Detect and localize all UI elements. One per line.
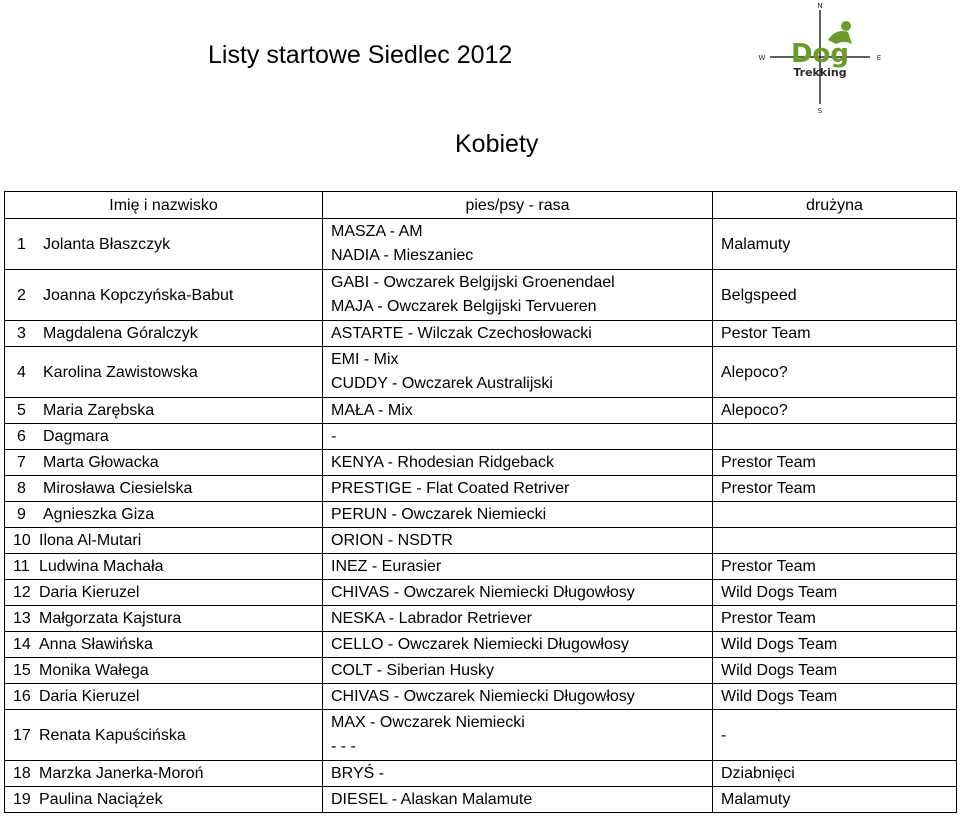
competitor-cell xyxy=(5,321,323,347)
competitor-name: Jolanta Błaszczyk xyxy=(43,235,171,253)
dogs-cell xyxy=(323,684,713,710)
team-cell: Prestor Team xyxy=(713,606,957,632)
dog-entry: ASTARTE - Wilczak Czechosłowacki xyxy=(331,325,592,342)
table-row xyxy=(5,450,957,476)
start-list-table xyxy=(4,191,957,813)
page-title: Listy startowe Siedlec 2012 xyxy=(208,41,513,69)
competitor-cell xyxy=(5,710,323,761)
dog-entry: INEZ - Eurasier xyxy=(331,558,442,575)
dog-entry: MAX - Owczarek Niemiecki xyxy=(331,714,525,731)
dog-entry: - xyxy=(331,428,337,445)
team-cell: Wild Dogs Team xyxy=(713,684,957,710)
competitor-name: Renata Kapuścińska xyxy=(39,726,186,744)
competitor-name: Małgorzata Kajstura xyxy=(39,610,182,627)
dogs-cell xyxy=(323,658,713,684)
dogs-cell xyxy=(323,424,713,450)
competitor-name: Anna Sławińska xyxy=(39,636,153,653)
table-row xyxy=(5,502,957,528)
dog-entry: CHIVAS - Owczarek Niemiecki Długowłosy xyxy=(331,688,635,705)
table-header-row xyxy=(5,192,957,219)
dog-entry: MAŁA - Mix xyxy=(331,402,413,419)
start-number: 6 xyxy=(17,428,26,445)
logo-text-dog: Dog xyxy=(790,39,850,69)
team-cell: Prestor Team xyxy=(713,476,957,502)
team-cell xyxy=(713,502,957,528)
table-row xyxy=(5,554,957,580)
competitor-name: Daria Kieruzel xyxy=(39,584,140,601)
table-row xyxy=(5,632,957,658)
dog-entry: MASZA - AM xyxy=(331,223,423,240)
start-number: 12 xyxy=(13,584,31,601)
dog-entry: MAJA - Owczarek Belgijski Tervueren xyxy=(331,298,597,315)
dog-trekking-logo xyxy=(756,0,884,118)
start-number: 2 xyxy=(17,286,26,304)
table-body xyxy=(5,219,957,813)
compass-s: S xyxy=(817,107,823,115)
dog-entry: PRESTIGE - Flat Coated Retriver xyxy=(331,480,570,497)
dogs-cell xyxy=(323,761,713,787)
start-number: 5 xyxy=(17,402,26,419)
column-header-team: drużyna xyxy=(713,192,957,219)
start-number: 17 xyxy=(13,726,31,744)
team-cell: Wild Dogs Team xyxy=(713,658,957,684)
competitor-cell xyxy=(5,476,323,502)
dogs-cell xyxy=(323,606,713,632)
dogs-cell xyxy=(323,502,713,528)
competitor-name: Daria Kieruzel xyxy=(39,688,140,705)
dog-entry: DIESEL - Alaskan Malamute xyxy=(331,791,533,808)
dog-entry: EMI - Mix xyxy=(331,351,399,368)
team-cell: Pestor Team xyxy=(713,321,957,347)
start-number: 19 xyxy=(13,791,31,808)
table-row xyxy=(5,528,957,554)
competitor-name: Karolina Zawistowska xyxy=(43,363,198,381)
compass-n: N xyxy=(817,2,823,10)
table-row xyxy=(5,398,957,424)
competitor-name: Mirosława Ciesielska xyxy=(43,480,193,497)
column-header-name: Imię i nazwisko xyxy=(5,192,323,219)
competitor-cell xyxy=(5,658,323,684)
start-number: 7 xyxy=(17,454,26,471)
competitor-cell xyxy=(5,787,323,813)
competitor-cell xyxy=(5,270,323,321)
table-row xyxy=(5,658,957,684)
dog-head-icon xyxy=(841,21,851,31)
start-number: 13 xyxy=(13,610,31,627)
competitor-cell xyxy=(5,219,323,270)
competitor-name: Ilona Al-Mutari xyxy=(39,532,142,549)
dog-entry: PERUN - Owczarek Niemiecki xyxy=(331,506,547,523)
dogs-cell xyxy=(323,476,713,502)
table-row xyxy=(5,787,957,813)
dogs-cell xyxy=(323,219,713,270)
table-row xyxy=(5,684,957,710)
team-cell: Belgspeed xyxy=(713,270,957,321)
team-cell: Wild Dogs Team xyxy=(713,580,957,606)
dog-entry: - - - xyxy=(331,738,356,755)
competitor-cell xyxy=(5,580,323,606)
start-number: 9 xyxy=(17,506,26,523)
dog-entry: CHIVAS - Owczarek Niemiecki Długowłosy xyxy=(331,584,635,601)
dog-entry: NESKA - Labrador Retriever xyxy=(331,610,532,627)
dogs-cell xyxy=(323,347,713,398)
compass-e: E xyxy=(876,54,882,62)
team-cell xyxy=(713,528,957,554)
dogs-cell xyxy=(323,632,713,658)
competitor-name: Paulina Naciążek xyxy=(39,791,163,808)
table-row xyxy=(5,476,957,502)
start-number: 18 xyxy=(13,765,31,782)
dog-entry: CUDDY - Owczarek Australijski xyxy=(331,375,553,392)
section-title: Kobiety xyxy=(455,130,539,158)
table-row xyxy=(5,270,957,321)
dog-entry: GABI - Owczarek Belgijski Groenendael xyxy=(331,274,615,291)
team-cell: Alepoco? xyxy=(713,347,957,398)
table-row xyxy=(5,347,957,398)
team-cell: Alepoco? xyxy=(713,398,957,424)
dogs-cell xyxy=(323,580,713,606)
competitor-name: Magdalena Góralczyk xyxy=(43,325,198,342)
competitor-cell xyxy=(5,761,323,787)
dogs-cell xyxy=(323,554,713,580)
competitor-name: Dagmara xyxy=(43,428,109,445)
compass-w: W xyxy=(758,54,766,62)
competitor-cell xyxy=(5,528,323,554)
competitor-name: Marzka Janerka-Moroń xyxy=(39,765,204,782)
start-number: 15 xyxy=(13,662,31,679)
table-row xyxy=(5,761,957,787)
dog-entry: KENYA - Rhodesian Ridgeback xyxy=(331,454,554,471)
competitor-cell xyxy=(5,502,323,528)
competitor-name: Marta Głowacka xyxy=(43,454,159,471)
competitor-name: Agnieszka Giza xyxy=(43,506,155,523)
team-cell: Malamuty xyxy=(713,219,957,270)
team-cell: - xyxy=(713,710,957,761)
dog-entry: COLT - Siberian Husky xyxy=(331,662,495,679)
start-number: 4 xyxy=(17,363,26,381)
dog-entry: CELLO - Owczarek Niemiecki Długowłosy xyxy=(331,636,629,653)
dogs-cell xyxy=(323,270,713,321)
table-row xyxy=(5,321,957,347)
dogs-cell xyxy=(323,787,713,813)
competitor-name: Joanna Kopczyńska-Babut xyxy=(43,286,234,304)
competitor-name: Monika Wałega xyxy=(39,662,149,679)
dog-entry: ORION - NSDTR xyxy=(331,532,453,549)
dogs-cell xyxy=(323,321,713,347)
start-number: 11 xyxy=(13,558,30,575)
table-row xyxy=(5,710,957,761)
competitor-cell xyxy=(5,554,323,580)
logo-text-trekking: Trekking xyxy=(793,66,847,79)
competitor-cell xyxy=(5,398,323,424)
competitor-name: Maria Zarębska xyxy=(43,402,155,419)
table-row xyxy=(5,606,957,632)
table-row xyxy=(5,424,957,450)
team-cell: Malamuty xyxy=(713,787,957,813)
dogs-cell xyxy=(323,528,713,554)
competitor-name: Ludwina Machała xyxy=(39,558,164,575)
table-row xyxy=(5,219,957,270)
start-number: 1 xyxy=(17,235,26,253)
competitor-cell xyxy=(5,684,323,710)
team-cell: Prestor Team xyxy=(713,554,957,580)
team-cell: Dziabnięci xyxy=(713,761,957,787)
dog-entry: NADIA - Mieszaniec xyxy=(331,247,474,264)
dogs-cell xyxy=(323,450,713,476)
team-cell xyxy=(713,424,957,450)
team-cell: Wild Dogs Team xyxy=(713,632,957,658)
dog-entry: BRYŚ - xyxy=(331,765,385,782)
competitor-cell xyxy=(5,450,323,476)
start-number: 8 xyxy=(17,480,26,497)
table-row xyxy=(5,580,957,606)
start-number: 14 xyxy=(13,636,31,653)
dogs-cell xyxy=(323,398,713,424)
start-number: 10 xyxy=(13,532,31,549)
dogs-cell xyxy=(323,710,713,761)
competitor-cell xyxy=(5,632,323,658)
competitor-cell xyxy=(5,606,323,632)
team-cell: Prestor Team xyxy=(713,450,957,476)
competitor-cell xyxy=(5,347,323,398)
start-number: 3 xyxy=(17,325,26,342)
start-number: 16 xyxy=(13,688,31,705)
competitor-cell xyxy=(5,424,323,450)
column-header-dogs: pies/psy - rasa xyxy=(323,192,713,219)
